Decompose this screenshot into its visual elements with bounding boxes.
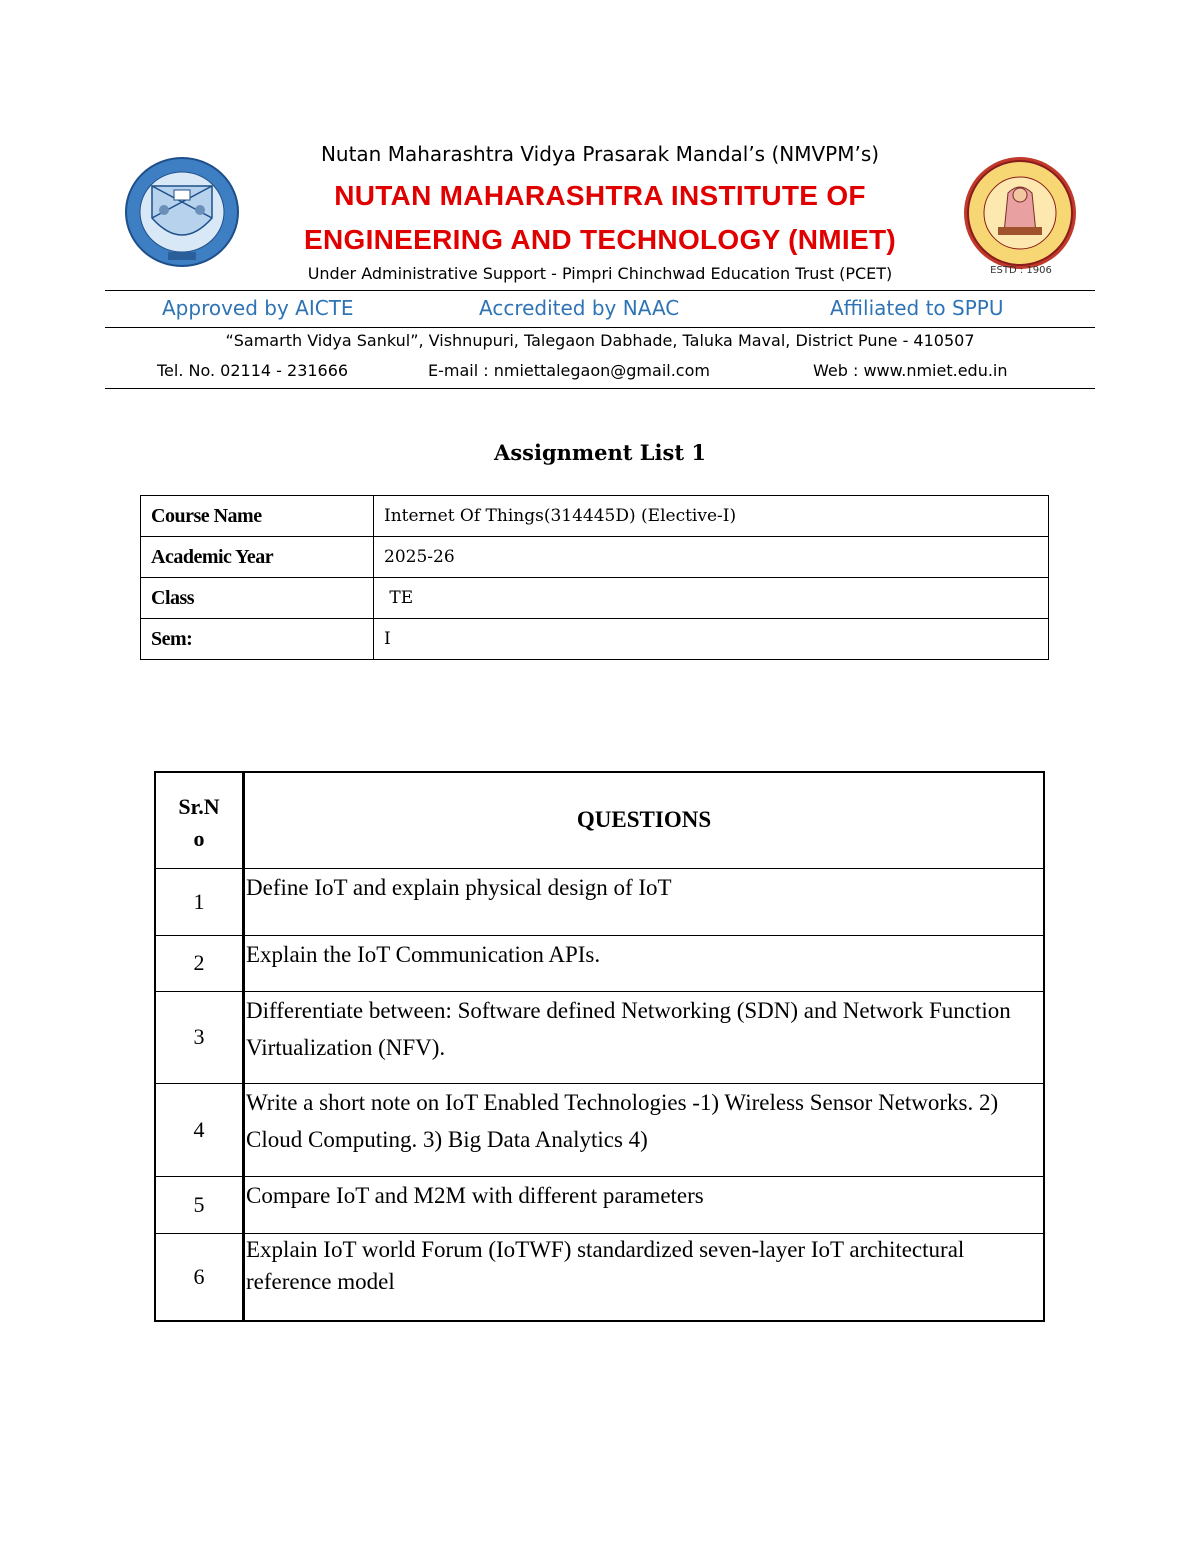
question-number: 5 [155, 1176, 244, 1233]
question-text: Define IoT and explain physical design of IoT [244, 868, 1045, 935]
question-text: Explain IoT world Forum (IoTWF) standardized seven-layer IoT architectural reference model [244, 1233, 1045, 1321]
sr-no-header-line1: Sr.N [178, 793, 220, 819]
question-text: Write a short note on IoT Enabled Technologies -1) Wireless Sensor Networks. 2) Cloud Computing. 3) Big Data Analytics 4) [244, 1083, 1045, 1176]
question-number: 3 [155, 991, 244, 1083]
email: E-mail : nmiettalegaon@gmail.com [428, 361, 710, 380]
table-header-row [155, 772, 1044, 868]
table-row [141, 496, 1049, 537]
course-info-table [140, 495, 1049, 660]
sr-no-header-line2: o [193, 825, 205, 851]
table-row [155, 868, 1044, 935]
telephone: Tel. No. 02114 - 231666 [157, 361, 349, 380]
info-label: Sem: [141, 619, 374, 660]
accredited-by: Accredited by NAAC [479, 296, 680, 320]
table-row [155, 1233, 1044, 1321]
question-text: Differentiate between: Software defined Networking (SDN) and Network Function Virtualization (NFV). [244, 991, 1045, 1083]
trust-seal-logo [958, 157, 1082, 281]
header-divider [105, 290, 1095, 291]
question-number: 1 [155, 868, 244, 935]
website: Web : www.nmiet.edu.in [813, 361, 1008, 380]
table-row [155, 1083, 1044, 1176]
question-number: 4 [155, 1083, 244, 1176]
info-label: Course Name [141, 496, 374, 537]
info-label: Class [141, 578, 374, 619]
info-label: Academic Year [141, 537, 374, 578]
institute-name-line1: NUTAN MAHARASHTRA INSTITUTE OF [334, 180, 866, 211]
question-text: Explain the IoT Communication APIs. [244, 935, 1045, 991]
question-text: Compare IoT and M2M with different parameters [244, 1176, 1045, 1233]
question-number: 6 [155, 1233, 244, 1321]
column-header-questions: QUESTIONS [244, 772, 1045, 868]
header-divider [105, 388, 1095, 389]
seal-caption: ESTD : 1906 [990, 265, 1052, 276]
question-number: 2 [155, 935, 244, 991]
table-row [155, 991, 1044, 1083]
table-row [155, 1176, 1044, 1233]
institute-name-line2: ENGINEERING AND TECHNOLOGY (NMIET) [304, 224, 896, 255]
affiliated-to: Affiliated to SPPU [830, 296, 1004, 320]
header-divider [105, 327, 1095, 328]
column-header-sr-no [155, 772, 244, 868]
table-row [155, 935, 1044, 991]
table-row [141, 578, 1049, 619]
info-value: TE [374, 578, 1049, 619]
info-value: I [374, 619, 1049, 660]
page-title: Assignment List 1 [494, 440, 706, 465]
address-line: “Samarth Vidya Sankul”, Vishnupuri, Talegaon Dabhade, Taluka Maval, District Pune - 410507 [225, 331, 975, 350]
approved-by: Approved by AICTE [162, 296, 354, 320]
society-name: Nutan Maharashtra Vidya Prasarak Mandal’s (NMVPM’s) [320, 142, 880, 166]
info-value: Internet Of Things(314445D) (Elective-I) [374, 496, 1049, 537]
info-value: 2025-26 [374, 537, 1049, 578]
questions-table [154, 771, 1045, 1322]
table-row [141, 537, 1049, 578]
admin-support-line: Under Administrative Support - Pimpri Chinchwad Education Trust (PCET) [307, 264, 893, 283]
table-row [141, 619, 1049, 660]
